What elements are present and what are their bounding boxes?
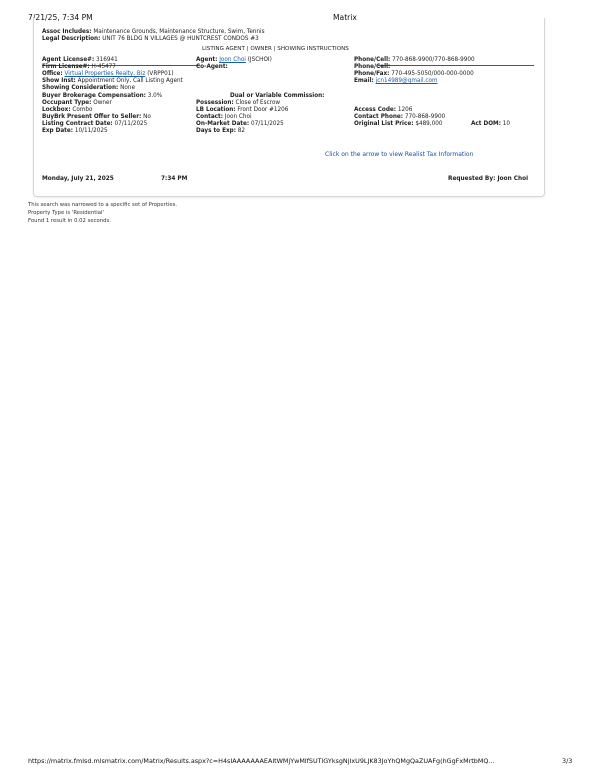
act-dom-row	[471, 121, 510, 128]
orig-price-value: $489,000	[415, 121, 443, 127]
orig-price-row	[354, 121, 442, 128]
possession-row	[196, 100, 280, 107]
listing-contract-value: 07/11/2025	[114, 121, 148, 127]
dual-commission-label: Dual or Variable Commission:	[230, 93, 325, 99]
office-label: Office:	[42, 71, 63, 77]
print-page-number: 3/3	[562, 757, 573, 765]
buybrk-row	[42, 114, 151, 121]
agent-link[interactable]: Joon Choi	[219, 57, 246, 63]
possession-label: Possession:	[196, 100, 234, 106]
exp-date-row	[42, 128, 108, 135]
search-note-3: Found 1 result in 0.02 seconds.	[28, 218, 111, 224]
email-row	[354, 78, 437, 85]
listing-contract-label: Listing Contract Date:	[42, 121, 113, 127]
phone-fax-label: Phone/Fax:	[354, 71, 390, 77]
buybrk-value: No	[143, 114, 151, 120]
contact-value: Joon Choi	[224, 114, 252, 120]
show-inst-row	[42, 78, 183, 85]
legal-description-value: UNIT 76 BLDG N VILLAGES @ HUNTCREST CONDOS #3	[102, 36, 259, 42]
show-inst-label: Show Inst:	[42, 78, 76, 84]
access-code-label: Access Code:	[354, 107, 397, 113]
exp-date-label: Exp Date:	[42, 128, 74, 134]
email-link[interactable]: jcn14989@gmail.com	[375, 78, 438, 84]
phone-fax-value: 770-495-5050/000-000-0000	[391, 71, 474, 77]
lockbox-label: Lockbox:	[42, 107, 71, 113]
showing-consideration-label: Showing Consideration:	[42, 85, 119, 91]
section-heading: LISTING AGENT | OWNER | SHOWING INSTRUCTIONS	[202, 46, 349, 52]
search-note-1: This search was narrowed to a specific set of Properties.	[28, 202, 178, 208]
legal-description-row	[42, 36, 259, 43]
days-to-exp-value: 82	[237, 128, 246, 134]
agent-license-row	[42, 57, 118, 64]
listing-contract-row	[42, 121, 147, 128]
phone-cell2-label: Phone/Cell:	[354, 64, 391, 70]
firm-license-value: H-45477	[91, 64, 116, 70]
agent-row	[196, 57, 272, 64]
print-url: https://matrix.fmlsd.mlsmatrix.com/Matrix/Results.aspx?c=H4sIAAAAAAAEAltWMjYwMlfSUTlGYksgNjIxU9LJK83JoYhQMgQaZUAFg(hGgFxMrtbMQ...	[28, 757, 495, 765]
office-code: (VRPP01)	[147, 71, 174, 77]
realist-tax-link[interactable]: Click on the arrow to view Realist Tax Information	[325, 151, 474, 158]
office-link[interactable]: Virtual Properties Realty, Biz	[64, 71, 146, 77]
assoc-includes-row	[42, 29, 265, 36]
on-market-label: On-Market Date:	[196, 121, 250, 127]
co-agent-label: Co-Agent:	[196, 64, 228, 70]
footer-requested-by: Requested By: Joon Choi	[448, 176, 529, 182]
contact-phone-row	[354, 114, 445, 121]
contact-label: Contact:	[196, 114, 224, 120]
days-to-exp-label: Days to Exp:	[196, 128, 236, 134]
dual-commission-row	[230, 93, 324, 100]
footer-time: 7:34 PM	[161, 176, 188, 182]
office-row	[42, 71, 174, 78]
act-dom-label: Act DOM:	[471, 121, 501, 127]
legal-description-label: Legal Description:	[42, 36, 101, 42]
phone-fax-row	[354, 71, 474, 78]
days-to-exp-row	[196, 128, 245, 135]
lb-location-label: LB Location:	[196, 107, 236, 113]
showing-consideration-row	[42, 85, 135, 92]
assoc-includes-value: Maintenance Grounds, Maintenance Structure, Swim, Tennis	[93, 29, 265, 35]
on-market-row	[196, 121, 284, 128]
contact-row	[196, 114, 252, 121]
footer-date: Monday, July 21, 2025	[42, 176, 114, 182]
occupant-value: Owner	[93, 100, 112, 106]
assoc-includes-label: Assoc Includes:	[42, 29, 92, 35]
print-datetime: 7/21/25, 7:34 PM	[28, 13, 93, 22]
access-code-row	[354, 107, 412, 114]
phone-cell-label: Phone/Cell:	[354, 57, 391, 63]
possession-value: Close of Escrow	[235, 100, 281, 106]
phone-cell2-row	[354, 64, 390, 71]
contact-phone-label: Contact Phone:	[354, 114, 404, 120]
co-agent-row	[196, 64, 228, 71]
agent-license-value: 316941	[96, 57, 118, 63]
phone-cell-row	[354, 57, 475, 64]
buyer-comp-value: 3.0%	[147, 93, 163, 99]
page-title: Matrix	[333, 13, 357, 22]
occupant-label: Occupant Type:	[42, 100, 92, 106]
lockbox-value: Combo	[72, 107, 93, 113]
agent-license-label: Agent License#:	[42, 57, 95, 63]
firm-license-row	[42, 64, 116, 71]
agent-label: Agent:	[196, 57, 218, 63]
listing-report-card	[33, 18, 545, 197]
lb-location-row	[196, 107, 288, 114]
show-inst-value: Appointment Only, Call Listing Agent	[77, 78, 183, 84]
section-divider-right	[378, 65, 534, 66]
firm-license-label: Firm License#:	[42, 64, 90, 70]
access-code-value: 1206	[397, 107, 413, 113]
orig-price-label: Original List Price:	[354, 121, 414, 127]
act-dom-value: 10	[502, 121, 511, 127]
showing-consideration-value: None	[120, 85, 135, 91]
buybrk-label: BuyBrk Present Offer to Seller:	[42, 114, 142, 120]
on-market-value: 07/11/2025	[250, 121, 284, 127]
contact-phone-value: 770-868-9900	[404, 114, 446, 120]
lb-location-value: Front Door #1206	[237, 107, 289, 113]
buyer-comp-label: Buyer Brokerage Compensation:	[42, 93, 146, 99]
lockbox-row	[42, 107, 93, 114]
occupant-row	[42, 100, 112, 107]
search-note-2: Property Type is 'Residential'	[28, 210, 104, 216]
agent-code: (JSCHOI)	[247, 57, 272, 63]
buyer-comp-row	[42, 93, 162, 100]
exp-date-value: 10/11/2025	[74, 128, 108, 134]
email-label: Email:	[354, 78, 374, 84]
phone-cell-value: 770-868-9900/770-868-9900	[392, 57, 475, 63]
